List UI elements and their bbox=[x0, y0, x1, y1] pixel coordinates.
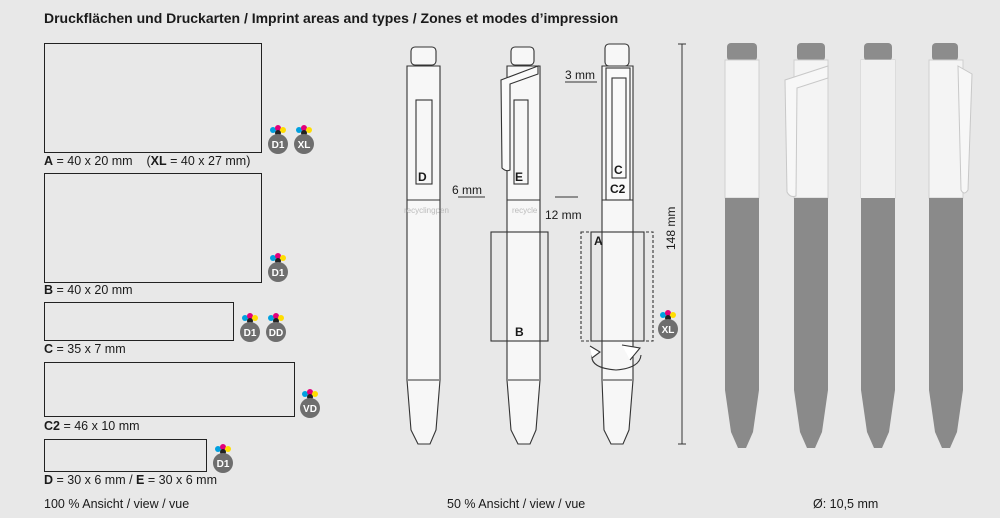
svg-text:D1: D1 bbox=[216, 459, 230, 470]
dim-12mm: 12 mm bbox=[545, 208, 582, 222]
area-c2-label: C2 = 46 x 10 mm bbox=[44, 419, 140, 433]
area-a-label: A = 40 x 20 mm (XL = 40 x 27 mm) bbox=[44, 154, 251, 168]
footer-scale-100: 100 % Ansicht / view / vue bbox=[44, 497, 190, 511]
svg-text:D1: D1 bbox=[271, 140, 285, 151]
logo-text-1: recyclingpen bbox=[404, 206, 449, 215]
footer-scale-50: 50 % Ansicht / view / vue bbox=[447, 497, 586, 511]
pen-label-a: A bbox=[594, 234, 603, 248]
pen-outline-front bbox=[407, 47, 440, 444]
area-d-e-label: D = 30 x 6 mm / E = 30 x 6 mm bbox=[44, 473, 217, 487]
dim-6mm: 6 mm bbox=[452, 183, 482, 197]
pen-label-c2: C2 bbox=[610, 182, 626, 196]
page-title: Druckflächen und Druckarten / Imprint areas and types / Zones et modes d’impression bbox=[44, 10, 619, 26]
svg-text:DD: DD bbox=[268, 328, 284, 339]
area-b-label: B = 40 x 20 mm bbox=[44, 283, 133, 297]
pen-color-4 bbox=[929, 43, 972, 448]
pen-label-d: D bbox=[418, 170, 427, 184]
badge-pen-xl bbox=[656, 310, 680, 340]
pen-label-e: E bbox=[515, 170, 524, 184]
pen-color-1 bbox=[725, 43, 759, 448]
svg-text:D1: D1 bbox=[271, 268, 285, 279]
logo-text-2: recycle bbox=[512, 206, 538, 215]
pen-color-3 bbox=[861, 43, 895, 448]
pen-color-2 bbox=[785, 43, 828, 448]
dim-3mm: 3 mm bbox=[565, 68, 595, 82]
svg-text:VD: VD bbox=[303, 404, 317, 415]
svg-text:XL: XL bbox=[297, 140, 311, 151]
pen-label-b: B bbox=[515, 325, 524, 339]
pen-outline-clip bbox=[581, 44, 653, 444]
dim-length: 148 mm bbox=[664, 206, 678, 250]
pen-label-c: C bbox=[614, 163, 623, 177]
footer-diameter: Ø: 10,5 mm bbox=[813, 497, 879, 511]
pen-outline-side bbox=[491, 47, 548, 444]
svg-text:XL: XL bbox=[661, 325, 675, 336]
svg-text:D1: D1 bbox=[243, 328, 257, 339]
area-c-label: C = 35 x 7 mm bbox=[44, 342, 126, 356]
